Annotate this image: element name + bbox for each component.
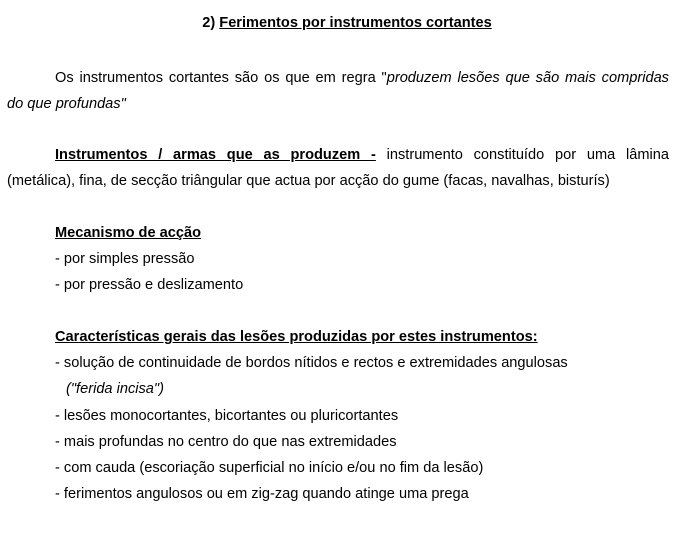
intro-line-1 xyxy=(7,65,669,91)
mechanism-title: Mecanismo de acção xyxy=(55,225,202,241)
instruments-line-1 xyxy=(7,142,669,168)
characteristics-item: - solução de continuidade de bordos nítidos e rectos e extremidades angulosas xyxy=(55,355,568,371)
characteristics-item: - ferimentos angulosos ou em zig-zag quando atinge uma prega xyxy=(55,486,469,502)
characteristics-item: - mais profundas no centro do que nas extremidades xyxy=(55,434,397,450)
instruments-label: Instrumentos / armas que as produzem - xyxy=(55,147,376,163)
instruments-text-2: (metálica), fina, de secção triângular que actua por acção do gume (facas, navalhas, bisturís) xyxy=(7,173,610,189)
instruments-text-1: instrumento constituído por uma lâmina xyxy=(386,147,669,163)
intro-quote-part2: do que profundas" xyxy=(7,96,126,112)
intro-line-2 xyxy=(7,91,669,117)
characteristics-item: - com cauda (escoriação superficial no início e/ou no fim da lesão) xyxy=(55,460,484,476)
characteristics-item-note: ("ferida incisa") xyxy=(66,381,164,397)
instruments-paragraph xyxy=(7,142,669,194)
instruments-line-2 xyxy=(7,168,669,194)
section-heading xyxy=(0,10,694,36)
intro-paragraph xyxy=(7,65,669,117)
intro-quote-part1: produzem lesões que são mais compridas xyxy=(386,70,669,86)
mechanism-item: - por simples pressão xyxy=(55,251,195,267)
intro-lead: Os instrumentos cortantes são os que em regra " xyxy=(55,70,387,86)
mechanism-item: - por pressão e deslizamento xyxy=(55,277,244,293)
section-number: 2) xyxy=(202,15,216,31)
characteristics-title: Características gerais das lesões produzidas por estes instrumentos: xyxy=(55,329,538,345)
characteristics-item: - lesões monocortantes, bicortantes ou pluricortantes xyxy=(55,408,399,424)
section-title: Ferimentos por instrumentos cortantes xyxy=(219,15,492,31)
